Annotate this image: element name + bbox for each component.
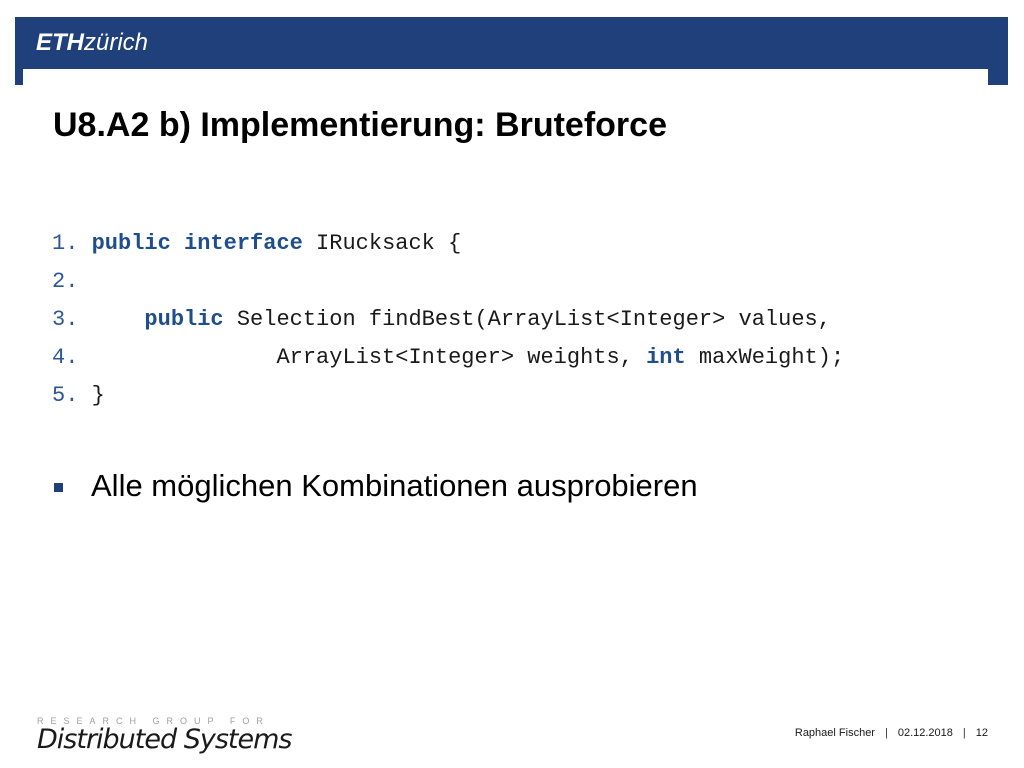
code-text: IRucksack { [302, 231, 462, 256]
footer-page-number: 12 [975, 727, 988, 739]
line-number: 2. [52, 269, 79, 294]
code-text: maxWeight); [685, 345, 845, 370]
logo-regular: zürich [84, 29, 149, 56]
footer-separator: | [962, 727, 966, 739]
eth-logo [36, 28, 148, 58]
header-bar [15, 17, 1008, 69]
bullet-text: Alle möglichen Kombinationen ausprobieren [91, 468, 698, 503]
bullet-item [54, 468, 698, 504]
code-line [52, 225, 844, 263]
logo-bold: ETH [36, 29, 84, 56]
code-text: Selection findBest(ArrayList<Integer> values, [223, 307, 831, 332]
code-keyword: interface [184, 231, 303, 256]
footer-date: 02.12.2018 [897, 727, 953, 739]
footer-separator: | [884, 727, 888, 739]
code-keyword: public [144, 307, 224, 332]
code-line [52, 263, 844, 301]
code-text: ArrayList<Integer> weights, [78, 345, 647, 370]
footer-author: Raphael Fischer [794, 727, 875, 739]
code-line [52, 339, 844, 377]
footer-research-label: RESEARCH GROUP FOR [37, 716, 270, 726]
header-tab-right [988, 69, 1008, 85]
code-keyword: public [91, 231, 171, 256]
square-bullet-icon [54, 483, 63, 492]
code-keyword: int [646, 345, 686, 370]
footer-meta [795, 727, 988, 739]
code-line [52, 301, 844, 339]
code-text: } [78, 383, 105, 408]
code-text [171, 231, 184, 256]
footer-group-name: Distributed Systems [37, 724, 292, 755]
slide-title: U8.A2 b) Implementierung: Bruteforce [53, 106, 667, 144]
header-tab-left [15, 69, 23, 85]
code-block [52, 225, 844, 415]
line-number: 5. [52, 383, 79, 408]
code-text [78, 231, 91, 256]
code-text [78, 307, 144, 332]
line-number: 4. [52, 345, 79, 370]
line-number: 3. [52, 307, 79, 332]
code-line [52, 377, 844, 415]
line-number: 1. [52, 231, 79, 256]
